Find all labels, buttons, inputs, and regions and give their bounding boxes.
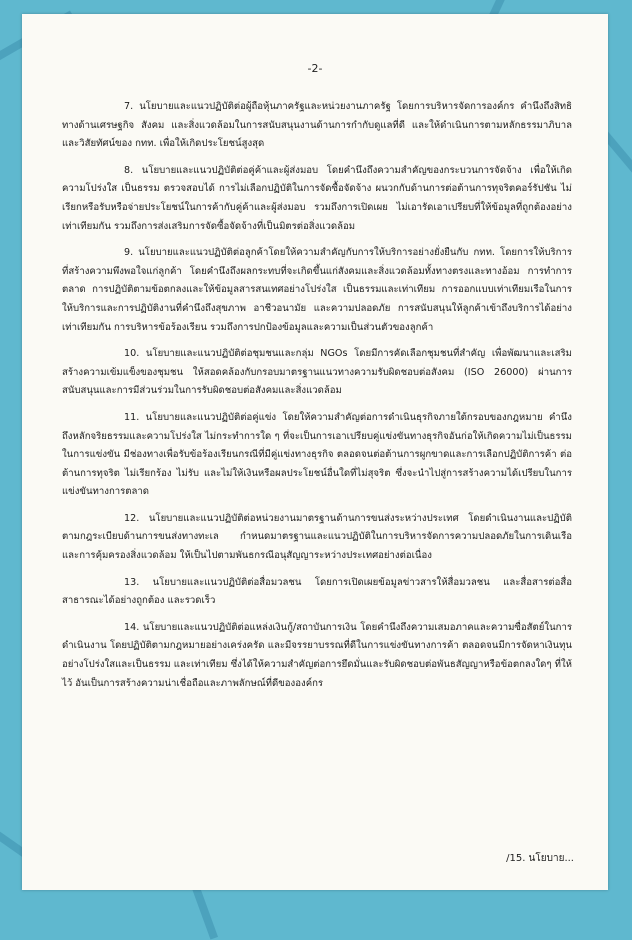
policy-paragraph-10: 10. นโยบายและแนวปฏิบัติต่อชุมชนและกลุ่ม NGOs โดยมีการคัดเลือกชุมชนที่สำคัญ เพื่อพัฒนาและเสริมสร้างความเข้มแข็งของชุมชน ให้สอดคล้องกับกรอบมาตรฐานแนวทางความรับผิดชอบต่อสังคม (ISO 26000) ผ่านการสนับสนุนและการมีส่วนร่วมในการรับผิดชอบต่อสังคมและสิ่งแวดล้อม bbox=[62, 348, 572, 397]
policy-paragraph-8: 8. นโยบายและแนวปฏิบัติต่อคู่ค้าและผู้ส่งมอบ โดยคำนึงถึงความสำคัญของกระบวนการจัดจ้าง เพื่อให้เกิดความโปร่งใส เป็นธรรม ตรวจสอบได้ การไม่เลือกปฏิบัติในการจัดซื้อจัดจ้าง ผนวกกับด้านการต่อต้านการทุจริตคอร์รัปชัน ไม่เรียกหรือรับหรือจ่ายประโยชน์ในการค้ากับคู่ค้าและผู้ส่งมอบ รวมถึงการเปิดเผย ไม่เอารัดเอาเปรียบที่ให้ข้อมูลที่ถูกต้องอย่างเท่าเทียมกัน รวมถึงการส่งเสริมการจัดซื้อจัดจ้างที่เป็นมิตรต่อสิ่งแวดล้อม bbox=[62, 164, 572, 232]
policy-paragraph-13: 13. นโยบายและแนวปฏิบัติต่อสื่อมวลชน โดยการเปิดเผยข้อมูลข่าวสารให้สื่อมวลชน และสื่อสารต่อสื่อสาธารณะได้อย่างถูกต้อง และรวดเร็ว bbox=[62, 576, 572, 607]
continuation-footer: /15. นโยบาย... bbox=[506, 853, 574, 864]
policy-paragraph-9: 9. นโยบายและแนวปฏิบัติต่อลูกค้าโดยให้ความสำคัญกับการให้บริการอย่างยั่งยืนกับ กทท. โดยการให้บริการที่สร้างความพึงพอใจแก่ลูกค้า โดยคำนึงถึงผลกระทบที่จะเกิดขึ้นแก่สังคมและสิ่งแวดล้อมทั้งทางตรงและทางอ้อม การทำการตลาด การปฏิบัติตามข้อตกลงและให้ข้อมูลสารสนเทศอย่างโปร่งใส เป็นธรรมและเท่าเทียม การออกแบบเท่าเทียมเรือในการให้บริการและการปฏิบัติงานที่คำนึงถึงสุขภาพ อาชีวอนามัย และความปลอดภัย การสนับสนุนให้ลูกค้าเข้าถึงบริการได้อย่างเท่าเทียมกัน การบริหารข้อร้องเรียน รวมถึงการปกป้องข้อมูลและความเป็นส่วนตัวของลูกค้า bbox=[62, 247, 572, 333]
document-body bbox=[62, 98, 572, 701]
policy-paragraph-11: 11. นโยบายและแนวปฏิบัติต่อคู่แข่ง โดยให้ความสำคัญต่อการดำเนินธุรกิจภายใต้กรอบของกฎหมาย คำนึงถึงหลักจริยธรรมและความโปร่งใส ไม่กระทำการใด ๆ ที่จะเป็นการเอาเปรียบคู่แข่งขันทางธุรกิจอันก่อให้เกิดความไม่เป็นธรรมในการแข่งขัน มีช่องทางเพื่อรับข้อร้องเรียนกรณีที่มีคู่แข่งทางธุรกิจ ตลอดจนต่อต้านการผูกขาดและการเลือกปฏิบัติการค้า ต่อต้านการทุจริต ไม่เรียกร้อง ไม่รับ และไม่ให้เงินหรือผลประโยชน์อื่นใดที่ไม่สุจริต ซึ่งจะนำไปสู่การสร้างความได้เปรียบในการแข่งขันทางการตลาด bbox=[62, 411, 572, 498]
policy-paragraph-7: 7. นโยบายและแนวปฏิบัติต่อผู้ถือหุ้นภาครัฐและหน่วยงานภาครัฐ โดยการบริหารจัดการองค์กร คำนึงถึงสิทธิทางด้านเศรษฐกิจ สังคม และสิ่งแวดล้อมในการสนับสนุนงานด้านการกำกับดูแลที่ดี และให้ดำเนินการตามหลักธรรมาภิบาลและวิสัยทัศน์ของ กทท. เพื่อให้เกิดประโยชน์สูงสุด bbox=[62, 101, 572, 150]
document-page bbox=[22, 14, 608, 890]
page-number: -2- bbox=[307, 62, 323, 75]
policy-paragraph-14: 14. นโยบายและแนวปฏิบัติต่อแหล่งเงินกู้/สถาบันการเงิน โดยคำนึงถึงความเสมอภาคและความซื่อสัตย์ในการดำเนินงาน โดยปฏิบัติตามกฎหมายอย่างเคร่งครัด และมีจรรยาบรรณที่ดีในการแข่งขันทางการค้า ตลอดจนมีการจัดหาเงินทุนอย่างโปร่งใสและเป็นธรรม และเท่าเทียม ซึ่งได้ให้ความสำคัญต่อการยึดมั่นและรับผิดชอบต่อพันธสัญญาหรือข้อตกลงใดๆ ที่ให้ไว้ อันเป็นการสร้างความน่าเชื่อถือและภาพลักษณ์ที่ดีขององค์กร bbox=[62, 621, 572, 689]
policy-paragraph-12: 12. นโยบายและแนวปฏิบัติต่อหน่วยงานมาตรฐานด้านการขนส่งระหว่างประเทศ โดยดำเนินงานและปฏิบัติตามกฎระเบียบด้านการขนส่งทางทะเล กำหนดมาตรฐานและแนวปฏิบัติในการบริหารจัดการความปลอดภัยในการเดินเรือ และการคุ้มครองสิ่งแวดล้อม ให้เป็นไปตามพันธกรณีอนุสัญญาระหว่างประเทศอย่างต่อเนื่อง bbox=[62, 512, 572, 562]
